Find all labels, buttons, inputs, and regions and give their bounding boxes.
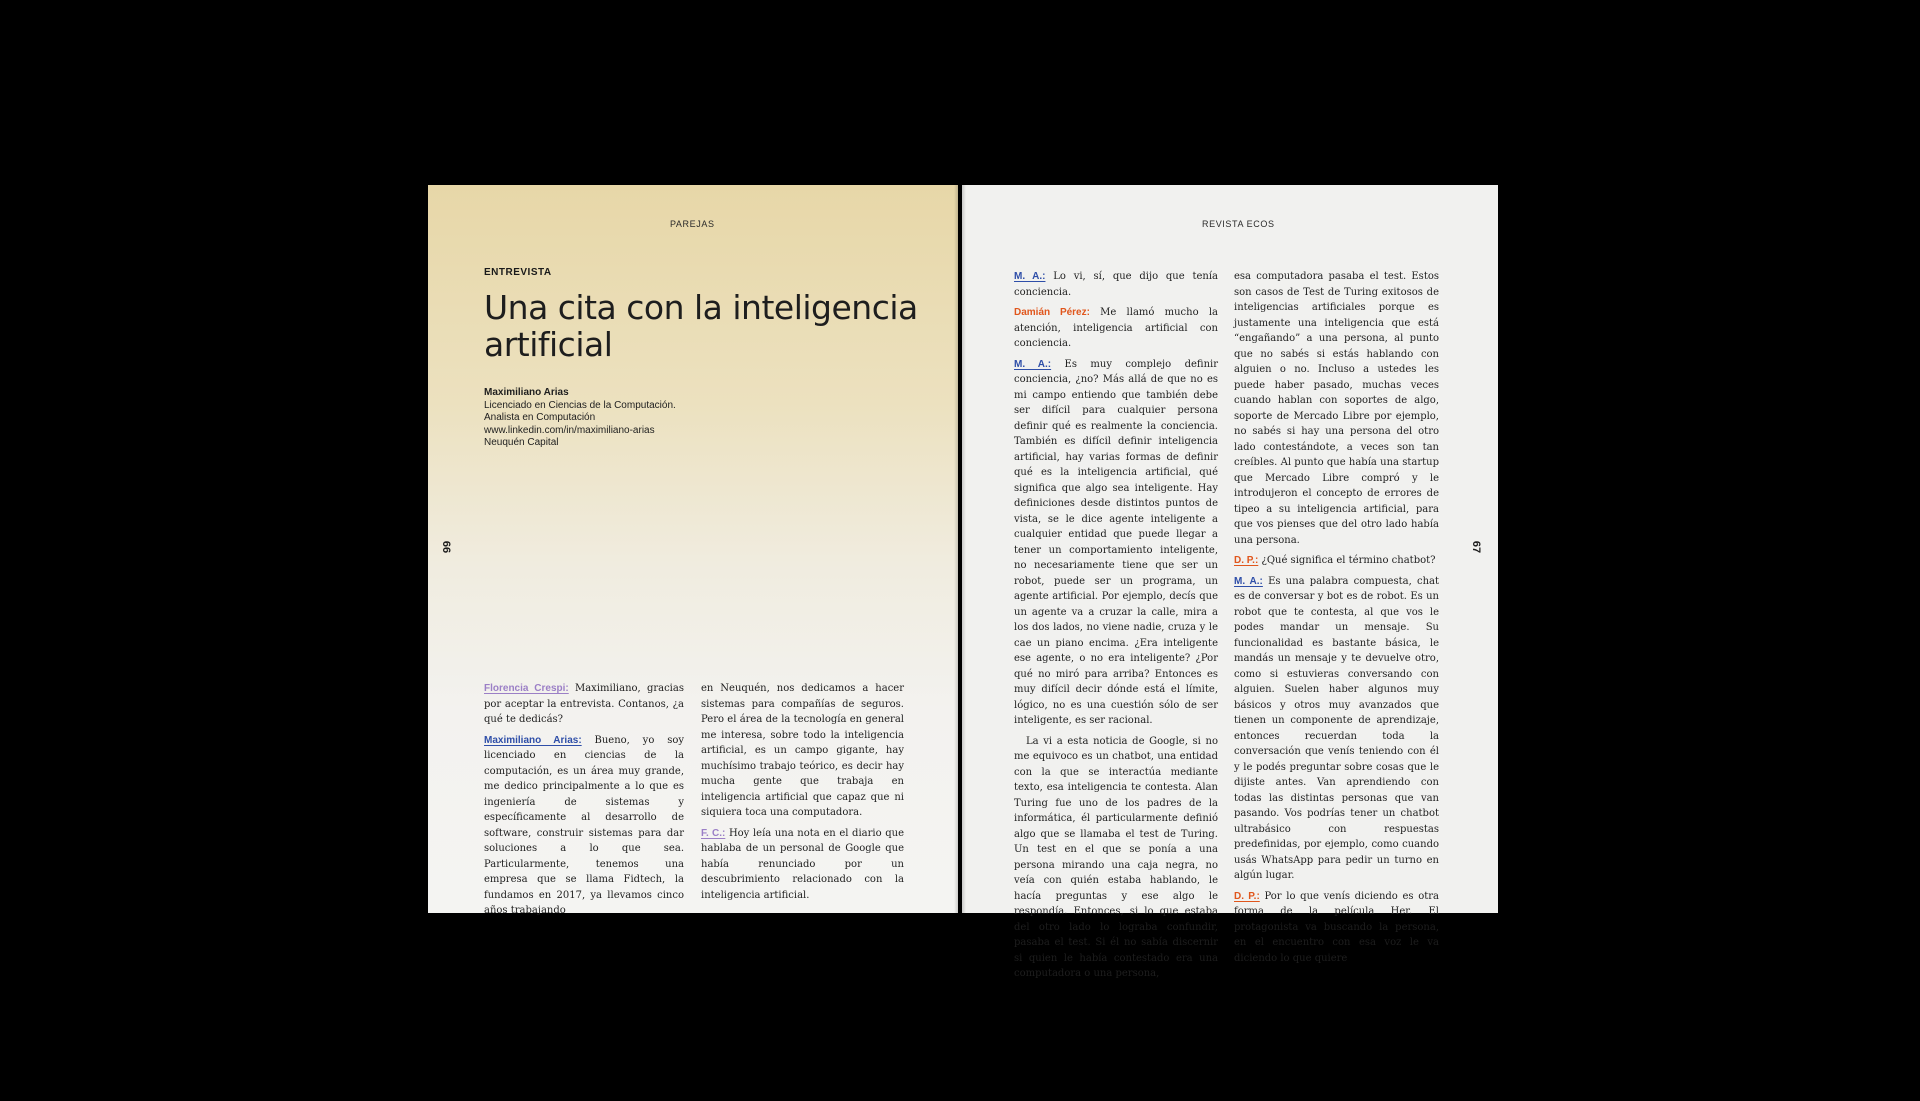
running-head-left: PAREJAS bbox=[670, 219, 715, 229]
interview-paragraph bbox=[1234, 574, 1439, 884]
paragraph-text: Bueno, yo soy licenciado en ciencias de la computación, es un área muy grande, me dedico principalmente a lo que es ingeniería de sistemas y específicamente al desarrollo de software, construir sistemas para dar soluciones a lo que sea. Particularmente, tenemos una empresa que se llama Fidtech, la fundamos en 2017, ya llevamos cinco años trabajando bbox=[484, 734, 684, 916]
paragraph-text: Lo vi, sí, que dijo que tenía conciencia. bbox=[1014, 271, 1218, 298]
byline-line: Licenciado en Ciencias de la Computación. bbox=[484, 399, 676, 411]
paragraph-text: esa computadora pasaba el test. Estos son casos de Test de Turing exitosos de inteligencias artificiales porque es justamente una inteligencia que está “engañando” a una persona, al punto que no sabés si estás hablando con alguien o no. Incluso a ustedes les puede haber pasado, muchas veces cuando hablan con soportes de algo, soporte de Mercado Libre por ejemplo, no sabés si hay una persona del otro lado contestándote, a veces son tan creíbles. Al punto que había una startup que Mercado Libre compró y le introdujeron el concepto de errores de tipeo a su inteligencia artificial, para que vos pienses que del otro lado había una persona. bbox=[1234, 271, 1439, 546]
interview-paragraph bbox=[1014, 269, 1218, 300]
interview-paragraph bbox=[1014, 305, 1218, 352]
speaker-label: M. A.: bbox=[1014, 271, 1046, 282]
paragraph-text: Maximiliano, gracias por aceptar la entrevista. Contanos, ¿a qué te dedicás? bbox=[484, 683, 684, 725]
spine-gutter bbox=[954, 185, 966, 913]
paragraph-text: Es muy complejo definir conciencia, ¿no? Más allá de que no es mi campo entiendo que también debe ser difícil para cualquier persona definir qué es realmente la conciencia. También es difícil definir inteligencia artificial, hay varias formas de definir qué es la inteligencia artificial, qué significa que algo sea inteligente. Hay definiciones desde distintos puntos de vista, se le dice agente inteligente a cualquier entidad que puede llegar a tener un comportamiento inteligente, no necesariamente tiene que ser un robot, puede ser un programa, un agente artificial. Por ejemplo, decís que un agente va a cruzar la calle, mira a los dos lados, no viene nadie, cruza y le cae un piano encima. ¿Era inteligente ese agente, o no era inteligente? ¿Por qué no miró para arriba? Entonces es muy difícil decir dónde está el límite, lógico, no es una cuestión sólo de ser inteligente, es ser racional. bbox=[1014, 358, 1218, 726]
speaker-label: F. C.: bbox=[701, 827, 726, 839]
left-page-column-2 bbox=[701, 681, 904, 908]
right-page bbox=[962, 185, 1498, 979]
right-page-column-1 bbox=[1014, 269, 1218, 987]
paragraph-text: en Neuquén, nos dedicamos a hacer sistemas para compañías de seguros. Pero el área de la tecnología en general me interesa, sobre todo la inteligencia artificial, es un campo gigante, hay muchísimo trabajo teórico, es decir hay mucha gente que trabaja en inteligencia artificial que capaz que ni siquiera toca una computadora. bbox=[701, 683, 904, 818]
byline-line: Neuquén Capital bbox=[484, 437, 559, 448]
left-page-column-1 bbox=[484, 681, 684, 924]
paragraph-text: Hoy leía una nota en el diario que hablaba de un personal de Google que había renunciado por un descubrimiento relacionado con la inteligencia artificial. bbox=[701, 827, 904, 901]
interview-paragraph bbox=[1234, 889, 1439, 967]
interview-paragraph bbox=[1234, 553, 1439, 569]
speaker-label: M. A.: bbox=[1234, 575, 1263, 587]
author-byline bbox=[484, 387, 784, 450]
page-number-right: 67 bbox=[1470, 540, 1483, 554]
left-page bbox=[428, 185, 958, 916]
paragraph-text: Me llamó mucho la atención, inteligencia artificial con conciencia. bbox=[1014, 307, 1218, 349]
interview-paragraph bbox=[1234, 269, 1439, 548]
speaker-label: Maximiliano Arias: bbox=[484, 734, 582, 746]
interview-paragraph bbox=[484, 733, 684, 919]
paragraph-text: Es una palabra compuesta, chat es de conversar y bot es de robot. Es un robot que te contesta, al que vos le podes mandar un mensaje. Su funcionalidad es bastante básica, le mandás un mensaje y te devuelve otro, como si estuvieras conversando con alguien. Suelen haber algunos muy básicos y otros muy avanzados que tienen un componente de aprendizaje, entonces recuerdan toda la conversación que venís teniendo con él y le podés preguntar sobre cosas que le dijiste antes. Van aprendiendo con todas las distintas personas que van pasando. Vos podrías tener un chatbot ultrabásico con respuestas predefinidas, por ejemplo, como cuando usás WhatsApp para pedir un turno en algún lugar. bbox=[1234, 575, 1439, 881]
paragraph-text: ¿Qué significa el término chatbot? bbox=[1258, 555, 1436, 566]
speaker-label: D. P.: bbox=[1234, 890, 1260, 902]
interview-paragraph bbox=[1014, 734, 1218, 982]
interview-paragraph bbox=[1014, 357, 1218, 729]
interview-paragraph bbox=[701, 826, 904, 904]
speaker-label: Florencia Crespi: bbox=[484, 683, 569, 694]
paragraph-text: La vi a esta noticia de Google, si no me equivoco es un chatbot, una entidad con la que se interactúa mediante texto, esa inteligencia te contesta. Alan Turing fue uno de los padres de la informática, él particularmente definió algo que se llamaba el test de Turing. Un test en el que se ponía a una persona mirando una caja negra, no veía con quién estaba hablando, le hacía preguntas y ese algo le respondía. Entonces, si lo que estaba del otro lado lo lograba confundir, pasaba el test. Si él no sabía discernir si quien le había contestado era una computadora o una persona, bbox=[1014, 735, 1218, 979]
speaker-label: D. P.: bbox=[1234, 555, 1259, 566]
running-head-right: REVISTA ECOS bbox=[1202, 219, 1275, 229]
speaker-label: M. A.: bbox=[1014, 358, 1052, 370]
page-number-left: 66 bbox=[440, 540, 453, 554]
interview-paragraph bbox=[484, 681, 684, 728]
magazine-spread bbox=[428, 185, 1498, 979]
byline-line: Analista en Computación bbox=[484, 412, 596, 423]
speaker-label: Damián Pérez: bbox=[1014, 307, 1090, 318]
interview-paragraph bbox=[701, 681, 904, 821]
article-title: Una cita con la inteligencia artificial bbox=[484, 288, 918, 364]
section-kicker: ENTREVISTA bbox=[484, 267, 552, 278]
paragraph-text: Por lo que venís diciendo es otra forma de la película Her. El protagonista va buscando la persona, en el encuentro con esa voz le va diciendo lo que quiere bbox=[1234, 890, 1439, 964]
byline-line: www.linkedin.com/in/maximiliano-arias bbox=[484, 424, 655, 436]
author-name: Maximiliano Arias bbox=[484, 387, 569, 398]
right-page-column-2 bbox=[1234, 269, 1439, 971]
